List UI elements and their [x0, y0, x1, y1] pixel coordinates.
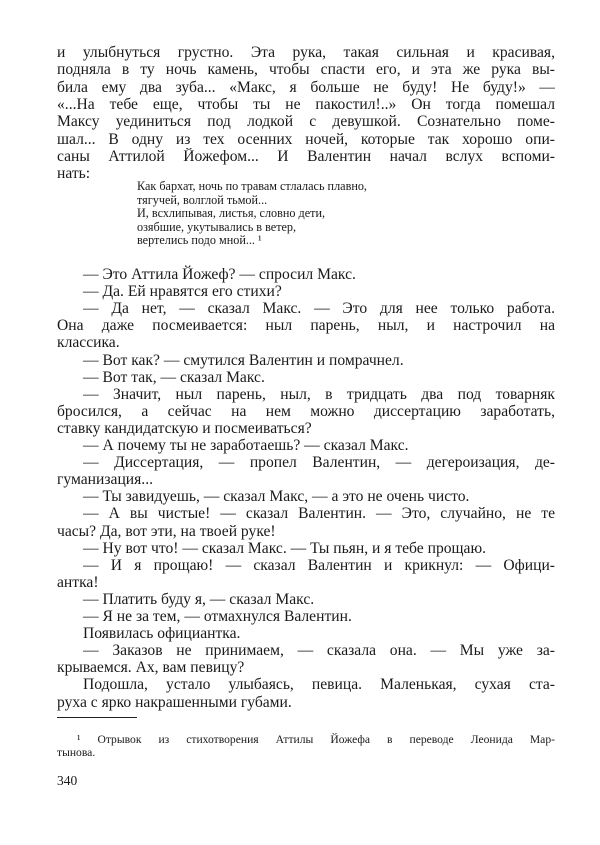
- dialogue-line: Появилась официантка.: [83, 625, 241, 643]
- dialogue-line: — Ты завидуешь, — сказал Макс, — а это не очень чисто.: [83, 488, 470, 506]
- text-line: Максу уединиться под лодкой с девушкой. Сознательно поме-: [57, 113, 555, 131]
- dialogue-line: — Значит, ныл парень, ныл, в тридцать два под товарняк: [83, 385, 555, 403]
- footnote-line: ¹ Отрывок из стихотворения Аттилы Йожефа в переводе Леонида Мар-: [77, 733, 555, 746]
- dialogue-line: — Ну вот что! — сказал Макс. — Ты пьян, и я тебе прощаю.: [83, 539, 487, 557]
- dialogue-line: руха с ярко накрашенными губами.: [57, 693, 292, 711]
- footnote-divider: [57, 717, 137, 718]
- dialogue-line: Она даже посмеивается: ныл парень, ныл, и настрочил на: [57, 317, 555, 335]
- text-line: саны Аттилой Йожефом... И Валентин начал вслух вспоми-: [57, 147, 555, 165]
- poem-line: озябшие, укутывались в ветер,: [137, 219, 297, 234]
- text-line: шал... В одну из тех осенних ночей, которые так хорошо опи-: [57, 130, 555, 148]
- text-line: подняла в ту ночь камень, чтобы спасти его, и эта же рука вы-: [57, 61, 555, 79]
- dialogue-line: — Диссертация, — пропел Валентин, — дегероизация, де-: [83, 454, 555, 472]
- dialogue-line: — Вот как? — смутился Валентин и помрачнел.: [83, 351, 404, 369]
- dialogue-line: — Да нет, — сказал Макс. — Это для нее только работа.: [83, 300, 555, 318]
- poem-line: тягучей, волглой тьмой...: [137, 192, 268, 207]
- dialogue-line: бросился, а сейчас на нем можно диссертацию заработать,: [57, 402, 555, 420]
- dialogue-line: Подошла, устало улыбаясь, певица. Маленькая, сухая ста-: [83, 676, 555, 694]
- poem-line: Как бархат, ночь по травам стлалась плавно,: [137, 179, 367, 193]
- footnote-line: тынова.: [57, 746, 96, 760]
- dialogue-line: крываемся. Ах, вам певицу?: [57, 659, 245, 677]
- dialogue-line: — Платить буду я, — сказал Макс.: [83, 590, 315, 608]
- dialogue-line: — Да. Ей нравятся его стихи?: [83, 283, 282, 301]
- text-line: била ему два зуба... «Макс, я больше не буду! Не буду!» —: [57, 78, 555, 96]
- dialogue-line: гуманизация...: [57, 471, 153, 489]
- poem-line: вертелись подо мной... ¹: [137, 233, 262, 248]
- dialogue-line: — А вы чистые! — сказал Валентин. — Это, случайно, не те: [83, 505, 555, 523]
- dialogue-line: классика.: [57, 334, 120, 352]
- dialogue-line: часы? Да, вот эти, на твоей руке!: [57, 522, 276, 540]
- dialogue-line: — Я не за тем, — отмахнулся Валентин.: [83, 608, 352, 625]
- page-number: 340: [57, 773, 78, 788]
- dialogue-line: ставку кандидатскую и посмеиваться?: [57, 419, 312, 437]
- text-line: нать:: [57, 165, 91, 183]
- dialogue-line: — Вот так, — сказал Макс.: [83, 368, 265, 386]
- dialogue-line: — Заказов не принимаем, — сказала она. — Мы уже за-: [83, 642, 555, 660]
- poem-line: И, всхлипывая, листья, словно дети,: [137, 206, 326, 221]
- dialogue-line: антка!: [57, 573, 99, 591]
- dialogue-line: — А почему ты не заработаешь? — сказал Макс.: [83, 437, 409, 454]
- text-line: «...На тебе еще, чтобы ты не пакостил!..» Он тогда помешал: [57, 95, 555, 113]
- dialogue-line: — И я прощаю! — сказал Валентин и крикнул: — Офици-: [83, 556, 555, 574]
- text-line: и улыбнуться грустно. Эта рука, такая сильная и красивая,: [57, 44, 555, 61]
- dialogue-line: — Это Аттила Йожеф? — спросил Макс.: [83, 266, 356, 283]
